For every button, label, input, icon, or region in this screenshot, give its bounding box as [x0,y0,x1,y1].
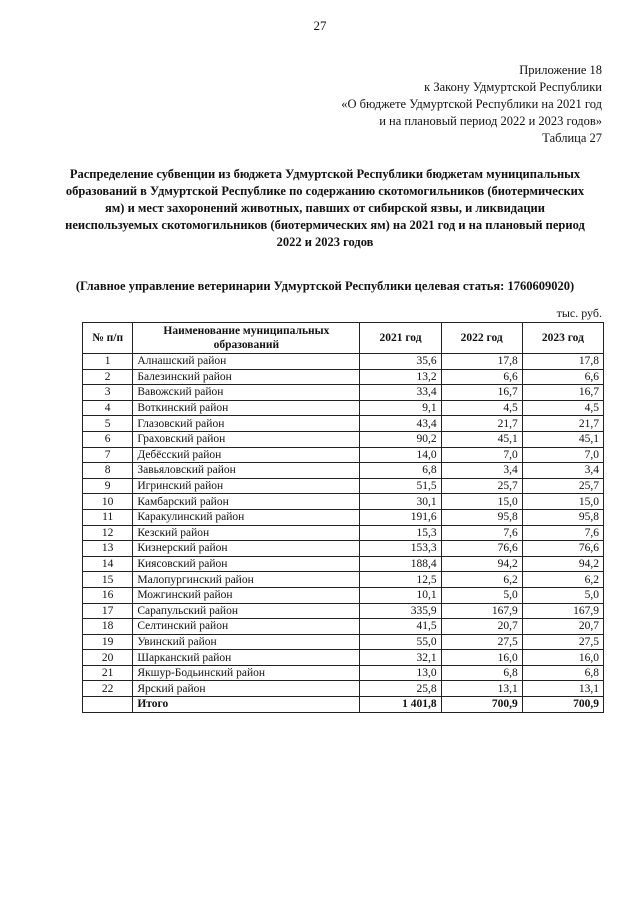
table-cell: 16 [83,587,133,603]
table-row [83,525,604,541]
table-cell: 5,0 [522,587,603,603]
table-cell: Малопургинский район [133,572,360,588]
appendix-line: Приложение 18 [519,63,602,77]
table-row [83,603,604,619]
table-row [83,619,604,635]
table-cell: 10 [83,494,133,510]
total-cell: Итого [133,697,360,713]
table-cell: 90,2 [360,431,441,447]
table-row [83,463,604,479]
table-row [83,650,604,666]
table-cell: 21,7 [522,416,603,432]
table-cell: Балезинский район [133,369,360,385]
table-cell: 6,8 [441,665,522,681]
total-cell: 700,9 [441,697,522,713]
table-cell: 11 [83,509,133,525]
table-cell: 94,2 [441,556,522,572]
table-cell: 21 [83,665,133,681]
table-cell: Алнашский район [133,354,360,370]
table-cell: Сарапульский район [133,603,360,619]
table-cell: 35,6 [360,354,441,370]
subsidy-table [82,322,604,713]
table-cell: 6,2 [441,572,522,588]
table-row [83,400,604,416]
table-cell: 4,5 [441,400,522,416]
table-cell: 8 [83,463,133,479]
table-cell: 95,8 [522,509,603,525]
table-cell: 167,9 [441,603,522,619]
table-cell: 30,1 [360,494,441,510]
table-cell: 6,8 [522,665,603,681]
table-cell: 1 [83,354,133,370]
table-cell: 22 [83,681,133,697]
table-row [83,572,604,588]
appendix-header [341,62,602,147]
table-cell: 32,1 [360,650,441,666]
table-cell: 3 [83,385,133,401]
table-cell: Дебёсский район [133,447,360,463]
total-cell: 1 401,8 [360,697,441,713]
table-cell: 7,6 [441,525,522,541]
table-number: Таблица 27 [542,131,602,145]
table-cell: 17,8 [441,354,522,370]
table-row [83,385,604,401]
table-cell: 20,7 [441,619,522,635]
table-row [83,431,604,447]
table-row [83,541,604,557]
page-number: 27 [313,18,327,33]
table-cell: Можгинский район [133,587,360,603]
table-cell: 15,3 [360,525,441,541]
table-cell: 191,6 [360,509,441,525]
table-cell: Увинский район [133,634,360,650]
table-cell: 94,2 [522,556,603,572]
table-cell: 15,0 [522,494,603,510]
table-cell: 17,8 [522,354,603,370]
table-cell: 4 [83,400,133,416]
table-cell: 6,8 [360,463,441,479]
units-label: тыс. руб. [556,306,602,320]
table-row [83,494,604,510]
table-header-row [83,323,604,354]
table-cell: Шарканский район [133,650,360,666]
appendix-line: «О бюджете Удмуртской Республики на 2021 год [341,97,602,111]
total-cell: 700,9 [522,697,603,713]
table-cell: 6 [83,431,133,447]
table-cell: 9,1 [360,400,441,416]
table-cell: 13 [83,541,133,557]
table-cell: Якшур-Бодьинский район [133,665,360,681]
table-cell: Камбарский район [133,494,360,510]
table-cell: 5 [83,416,133,432]
total-row [83,697,604,713]
table-cell: 25,7 [441,478,522,494]
table-row [83,509,604,525]
table-cell: 13,1 [522,681,603,697]
table-cell: 14 [83,556,133,572]
table-cell: Ярский район [133,681,360,697]
table-cell: Воткинский район [133,400,360,416]
table-cell: 6,2 [522,572,603,588]
table-cell: 3,4 [441,463,522,479]
table-cell: Завьяловский район [133,463,360,479]
table-cell: 13,1 [441,681,522,697]
table-row [83,354,604,370]
table-cell: 25,7 [522,478,603,494]
table-cell: 3,4 [522,463,603,479]
column-header: Наименование муниципальных образований [133,323,360,354]
table-cell: 167,9 [522,603,603,619]
table-cell: 19 [83,634,133,650]
table-cell: 27,5 [441,634,522,650]
table-cell: 27,5 [522,634,603,650]
table-row [83,556,604,572]
table-row [83,369,604,385]
table-cell: 6,6 [441,369,522,385]
table-cell: 16,0 [522,650,603,666]
table-cell: 7,0 [522,447,603,463]
table-cell: 16,0 [441,650,522,666]
table-cell: 16,7 [441,385,522,401]
table-cell: 55,0 [360,634,441,650]
table-body [83,354,604,713]
table-cell: Каракулинский район [133,509,360,525]
table-cell: 9 [83,478,133,494]
table-cell: 21,7 [441,416,522,432]
table-cell: 12,5 [360,572,441,588]
table-cell: 18 [83,619,133,635]
table-cell: Кезский район [133,525,360,541]
table-cell: 188,4 [360,556,441,572]
table-cell: Вавожский район [133,385,360,401]
table-cell: 45,1 [522,431,603,447]
table-row [83,416,604,432]
table-cell: 7 [83,447,133,463]
table-row [83,447,604,463]
table-row [83,478,604,494]
column-header: № п/п [83,323,133,354]
table-cell: 33,4 [360,385,441,401]
table-cell: 4,5 [522,400,603,416]
table-cell: 20,7 [522,619,603,635]
table-cell: Селтинский район [133,619,360,635]
table-cell: 2 [83,369,133,385]
table-cell: 7,0 [441,447,522,463]
table-cell: 76,6 [441,541,522,557]
table-cell: 17 [83,603,133,619]
table-cell: 25,8 [360,681,441,697]
table-cell: 51,5 [360,478,441,494]
table-cell: 15,0 [441,494,522,510]
table-cell: 153,3 [360,541,441,557]
table-cell: 15 [83,572,133,588]
table-cell: 6,6 [522,369,603,385]
document-subtitle: (Главное управление ветеринарии Удмуртской Республики целевая статья: 1760609020) [75,279,575,293]
table-cell: 14,0 [360,447,441,463]
table-cell: 76,6 [522,541,603,557]
table-cell: Кизнерский район [133,541,360,557]
appendix-line: и на плановый период 2022 и 2023 годов» [379,114,602,128]
table-cell: Граховский район [133,431,360,447]
table-cell: 20 [83,650,133,666]
table-row [83,681,604,697]
table-row [83,587,604,603]
column-header: 2022 год [441,323,522,354]
table-cell: Киясовский район [133,556,360,572]
table-row [83,665,604,681]
table-cell: 335,9 [360,603,441,619]
table-cell: 43,4 [360,416,441,432]
table-cell: Глазовский район [133,416,360,432]
column-header: 2021 год [360,323,441,354]
table-cell: 41,5 [360,619,441,635]
table-cell: 5,0 [441,587,522,603]
total-cell [83,697,133,713]
table-cell: 10,1 [360,587,441,603]
table-row [83,634,604,650]
table-cell: 12 [83,525,133,541]
document-title: Распределение субвенции из бюджета Удмуртской Республики бюджетам муниципальных образований в Удмуртской Республике по содержанию скотомогильников (биотермических ям) и мест захоронений животных, павших от сибирской язвы, и ликвидации неиспользуемых скотомогильников (биотермических ям) на 2021 год и на плановый период 2022 и 2023 годов [65,167,585,249]
table-cell: Игринский район [133,478,360,494]
column-header: 2023 год [522,323,603,354]
table-cell: 45,1 [441,431,522,447]
table-cell: 13,2 [360,369,441,385]
table-cell: 13,0 [360,665,441,681]
table-cell: 95,8 [441,509,522,525]
table-cell: 16,7 [522,385,603,401]
table-cell: 7,6 [522,525,603,541]
appendix-line: к Закону Удмуртской Республики [424,80,602,94]
